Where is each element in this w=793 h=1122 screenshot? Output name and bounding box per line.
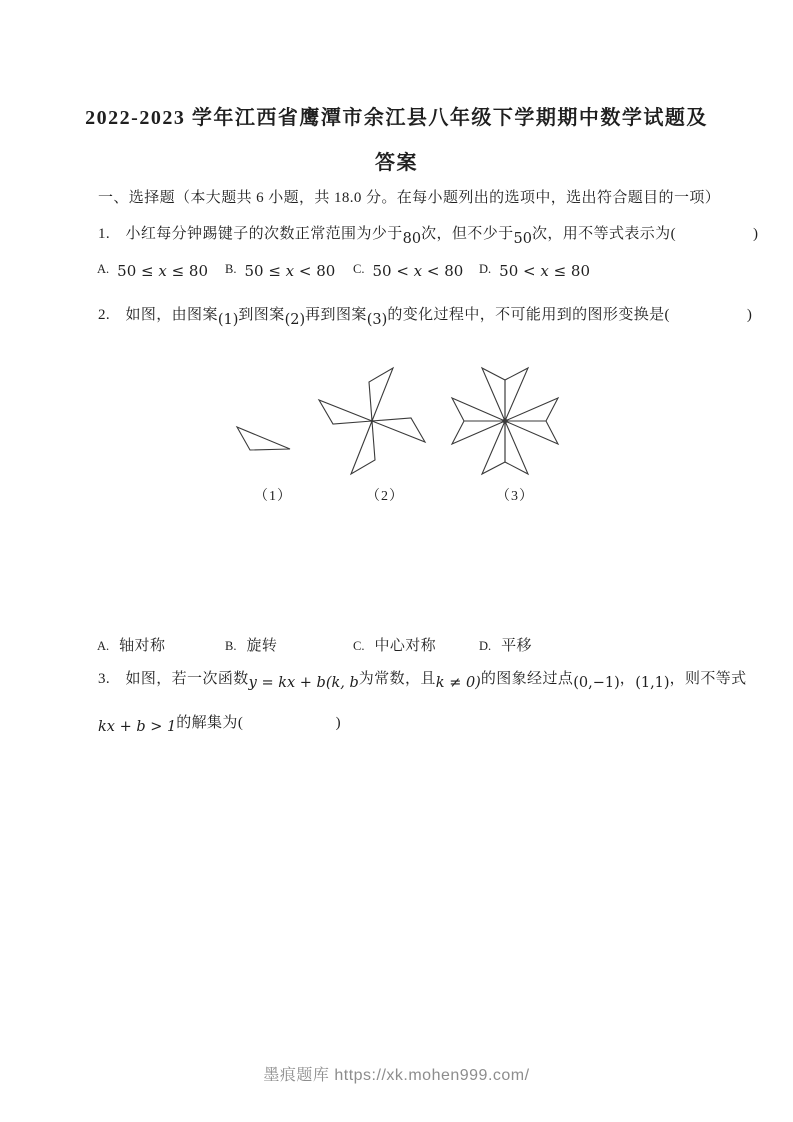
q3-point-coordinate: (1,1)	[635, 675, 670, 691]
math-right: ≤ 80	[548, 262, 591, 280]
question-3-text-line1	[98, 667, 747, 691]
option-math	[117, 262, 208, 280]
q2-text-part: 2. 如图，由图案	[98, 307, 218, 323]
page-title-line2: 答案	[375, 152, 418, 174]
option-letter: B.	[225, 262, 237, 276]
q2-text-part: 到图案	[238, 307, 285, 323]
math-variable: x	[413, 262, 423, 280]
q1-option-c	[353, 259, 463, 278]
math-right: < 80	[422, 262, 464, 280]
math-left: 50 <	[372, 262, 414, 280]
option-letter: A.	[97, 639, 110, 653]
q3-text-part: 3. 如图，若一次函数	[98, 671, 249, 687]
q1-number-80: 80	[402, 231, 422, 247]
question-3-text-line2	[98, 711, 342, 735]
math-variable: x	[540, 262, 549, 280]
q3-formula: y = kx + b(k, b	[248, 675, 359, 691]
math-left: 50 ≤	[117, 262, 159, 280]
math-variable: x	[158, 262, 167, 280]
q2-text-part: 的变化过程中，不可能用到的图形变换是( )	[387, 307, 753, 323]
q2-option-c	[353, 634, 436, 655]
math-right: ≤ 80	[166, 262, 209, 280]
q3-text-part: ，	[619, 671, 636, 687]
q1-text-part: 次，但不少于	[421, 226, 514, 242]
option-letter: B.	[225, 639, 237, 653]
page-title-line1: 2022-2023 学年江西省鹰潭市余江县八年级下学期期中数学试题及	[85, 107, 708, 129]
option-text: 轴对称	[119, 638, 166, 654]
math-variable: x	[285, 262, 295, 280]
option-letter: C.	[353, 262, 365, 276]
option-letter: A.	[97, 262, 110, 276]
q3-text-part: 的解集为( )	[176, 715, 342, 731]
q1-number-50: 50	[513, 231, 532, 247]
pinwheel-blade	[372, 418, 425, 442]
q3-text-part: ，则不等式	[669, 671, 747, 687]
q3-text-part: 的图象经过点	[480, 671, 574, 687]
figure-2-label: （2）	[366, 489, 404, 504]
option-math	[244, 262, 335, 280]
q2-sub-1: (1)	[217, 312, 239, 328]
option-text: 旋转	[246, 638, 278, 654]
q3-text-part: 为常数，且	[358, 671, 436, 687]
pinwheel-blade	[351, 421, 375, 474]
figure-2-pinwheel	[305, 354, 440, 489]
star-figure	[435, 350, 575, 495]
option-letter: C.	[353, 639, 365, 653]
star-v-pair	[482, 368, 528, 421]
pinwheel-blade	[369, 368, 393, 421]
q1-text-part: 1. 小红每分钟踢键子的次数正常范围为少于	[98, 226, 403, 242]
q1-option-b	[225, 259, 335, 278]
q3-point-coordinate: (0,−1)	[573, 675, 620, 691]
pinwheel-figure	[305, 354, 440, 489]
center-dot	[503, 419, 508, 424]
figure-3-label: （3）	[496, 489, 534, 504]
q2-text-part: 再到图案	[305, 307, 367, 323]
q1-text-part: 次，用不等式表示为( )	[531, 226, 759, 242]
q2-option-a	[97, 634, 165, 655]
figure-1-label: （1）	[254, 489, 292, 504]
option-math	[372, 262, 463, 280]
q3-formula: kx + b > 1	[98, 719, 177, 735]
math-right: < 80	[294, 262, 336, 280]
q1-option-a	[97, 259, 208, 278]
figure-3-star	[435, 350, 575, 495]
option-letter: D.	[479, 262, 492, 276]
triangle-figure	[224, 414, 304, 459]
option-text: 平移	[501, 638, 532, 654]
math-left: 50 <	[499, 262, 541, 280]
q2-option-d	[479, 634, 532, 655]
q2-sub-3: (3)	[366, 312, 388, 328]
q1-option-d	[479, 259, 590, 278]
question-2-text	[98, 303, 753, 328]
q3-formula: k ≠ 0)	[435, 675, 481, 691]
question-1-text	[98, 222, 759, 247]
q2-sub-2: (2)	[284, 312, 306, 328]
pinwheel-blade	[319, 400, 372, 424]
star-v-pair	[452, 398, 505, 444]
star-v-pair	[482, 421, 528, 474]
q2-option-b	[225, 634, 277, 655]
center-dot	[371, 420, 374, 423]
star-blades	[452, 368, 558, 474]
triangle-shape	[237, 427, 290, 450]
option-letter: D.	[479, 639, 492, 653]
pinwheel-blades	[319, 368, 425, 474]
figure-1-triangle	[224, 414, 304, 459]
star-v-pair	[505, 398, 558, 444]
math-left: 50 ≤	[244, 262, 286, 280]
option-math	[499, 262, 590, 280]
section-heading: 一、选择题（本大题共 6 小题，共 18.0 分。在每小题列出的选项中，选出符合题目的一项）	[98, 190, 721, 206]
footer-watermark: 墨痕题库 https://xk.mohen999.com/	[263, 1067, 530, 1084]
option-text: 中心对称	[374, 638, 437, 654]
